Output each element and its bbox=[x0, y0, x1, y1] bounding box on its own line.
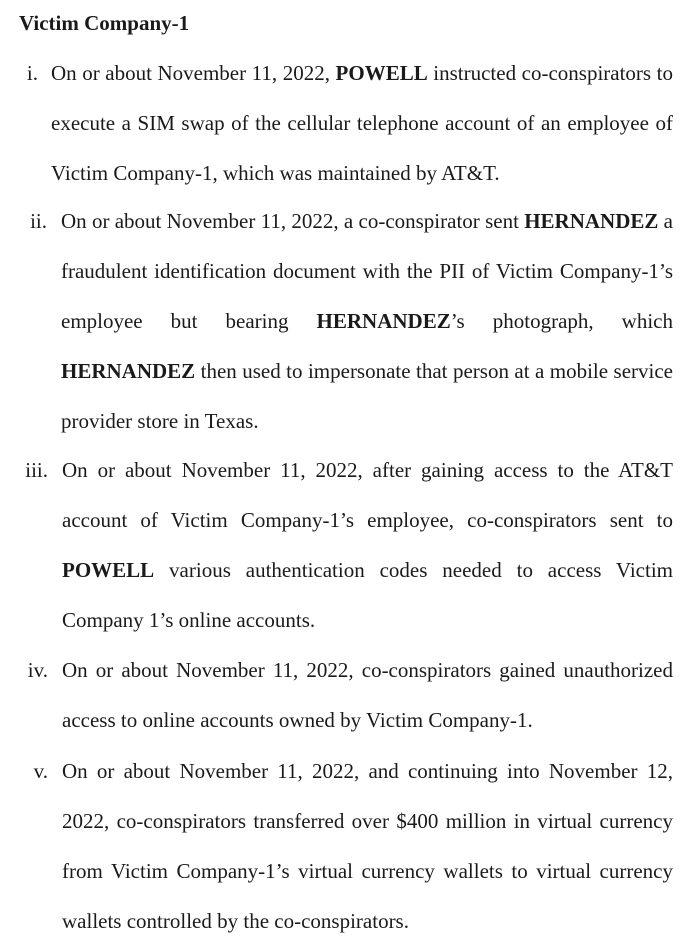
item-text bbox=[61, 196, 673, 446]
item-text bbox=[62, 445, 673, 645]
item-text bbox=[62, 645, 673, 745]
item-text bbox=[51, 48, 673, 198]
defendant-name: HERNANDEZ bbox=[316, 309, 451, 333]
text-segment: instructed co-conspirators to execute a SIM swap of the cellular telephone account of an employee of Victim Company-1, which was maintained by AT&T. bbox=[51, 61, 673, 185]
section-heading: Victim Company-1 bbox=[19, 11, 190, 35]
item-numeral: ii. bbox=[30, 209, 47, 233]
text-segment: ’s photograph, which bbox=[450, 309, 674, 333]
text-segment: On or about November 11, 2022, and continuing into November 12, 2022, co-conspirators transferred over $400 million in virtual currency from Victim Company-1’s virtual currency wallets to virtual currency wallets controlled by the co-conspirators. bbox=[62, 759, 673, 933]
text-segment: On or about November 11, 2022, co-conspirators gained unauthorized access to online accounts owned by Victim Company-1. bbox=[62, 658, 673, 732]
item-numeral: iii. bbox=[25, 458, 48, 482]
text-segment: various authentication codes needed to access Victim Company 1’s online accounts. bbox=[62, 558, 673, 632]
defendant-name: HERNANDEZ bbox=[61, 359, 196, 383]
defendant-name: POWELL bbox=[335, 61, 428, 85]
defendant-name: POWELL bbox=[62, 558, 155, 582]
text-segment: On or about November 11, 2022, a co-conspirator sent bbox=[61, 209, 525, 233]
item-numeral: v. bbox=[33, 759, 48, 783]
text-segment: then used to impersonate that person at a mobile service provider store in Texas. bbox=[61, 359, 673, 433]
text-segment: On or about November 11, 2022, after gaining access to the AT&T account of Victim Company-1’s employee, co-conspirators sent to bbox=[62, 458, 673, 532]
text-segment: On or about November 11, 2022, bbox=[51, 61, 336, 85]
item-text bbox=[62, 746, 673, 946]
defendant-name: HERNANDEZ bbox=[524, 209, 659, 233]
text-segment: a fraudulent identification document with the PII of Victim Company-1’s employee but bearing bbox=[61, 209, 673, 333]
item-numeral: iv. bbox=[27, 658, 48, 682]
item-numeral: i. bbox=[26, 61, 38, 85]
